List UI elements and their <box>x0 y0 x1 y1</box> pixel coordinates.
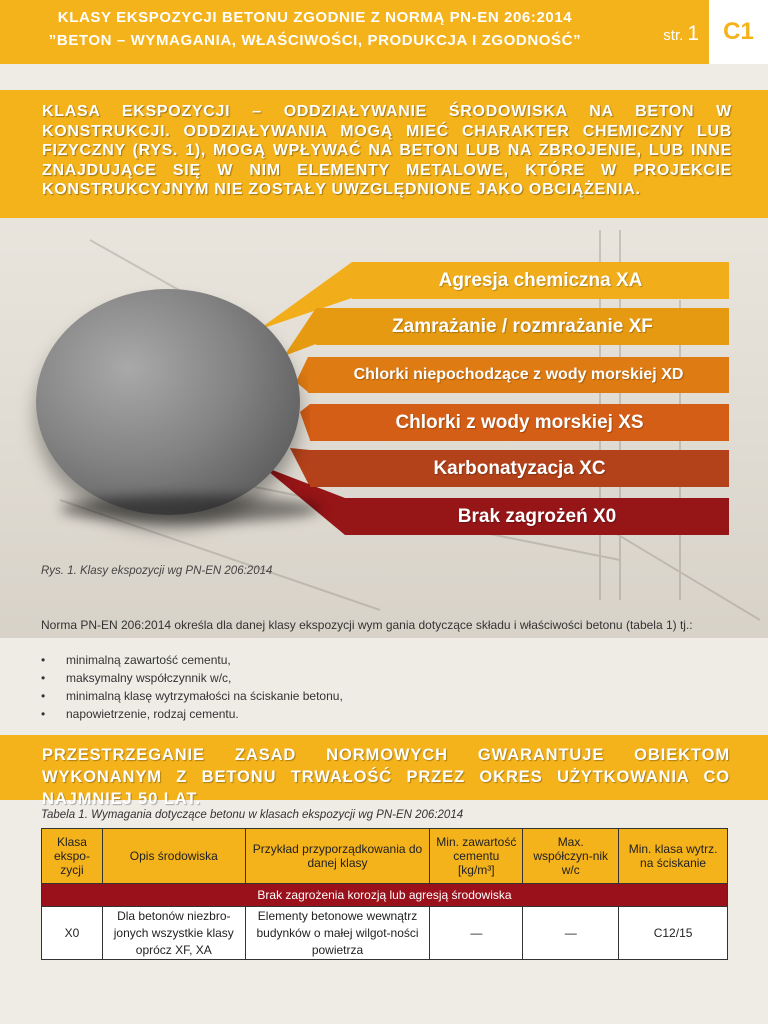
intro-band-text: KLASA EKSPOZYCJI – ODDZIAŁYWANIE ŚRODOWISKA NA BETON W KONSTRUKCJI. ODDZIAŁYWANIA MOGĄ MIEĆ CHARAKTER CHEMICZNY LUB FIZYCZNY (RYS. 1), MOGĄ WPŁYWAĆ NA BETON LUB NA ZBROJENIE, LUB INNE ZNAJDUJĄCE SIĘ W NIM ELEMENTY METALOWE, KTÓRE W PROJEKCIE KONSTRUKCYJNYM NIE ZOSTAŁY UWZGLĘDNIONE JAKO OBCIĄŻENIA. <box>42 103 732 198</box>
requirements-list <box>41 651 343 723</box>
table-header-cell: Klasa ekspo-zycji <box>42 829 103 884</box>
exposure-label-x0: Brak zagrożeń X0 <box>345 498 729 535</box>
table-section-label: Brak zagrożenia korozją lub agresją środowiska <box>42 884 728 907</box>
header-title-line2: ”BETON – WYMAGANIA, WŁAŚCIWOŚCI, PRODUKCJA I ZGODNOŚĆ” <box>48 32 582 49</box>
concrete-ball-image <box>36 289 300 515</box>
table-cell: — <box>523 907 619 960</box>
exposure-label-xa: Agresja chemiczna XA <box>352 262 729 299</box>
exposure-label-xs: Chlorki z wody morskiej XS <box>310 404 729 441</box>
table-cell: — <box>430 907 523 960</box>
figure-caption: Rys. 1. Klasy ekspozycji wg PN-EN 206:2014 <box>41 565 273 577</box>
guarantee-band <box>0 735 768 808</box>
guarantee-band-text: PRZESTRZEGANIE ZASAD NORMOWYCH GWARANTUJE OBIEKTOM WYKONANYM Z BETONU TRWAŁOŚĆ PRZEZ OKRES UŻYTKOWANIA CO NAJMNIEJ 50 LAT. <box>42 746 730 808</box>
list-item: • napowietrzenie, rodzaj cementu. <box>41 705 343 723</box>
header-title-line1: KLASY EKSPOZYCJI BETONU ZGODNIE Z NORMĄ PN-EN 206:2014 <box>57 9 573 26</box>
ball-shadow <box>60 495 320 523</box>
exposure-label-xd: Chlorki niepochodzące z wody morskiej XD <box>308 357 729 393</box>
table-cell: C12/15 <box>619 907 728 960</box>
section-code: C1 <box>709 0 768 64</box>
table-header-cell: Max. współczyn-nik w/c <box>523 829 619 884</box>
table-cell: X0 <box>42 907 103 960</box>
page-prefix: str. <box>663 27 684 44</box>
list-item: • maksymalny współczynnik w/c, <box>41 669 343 687</box>
requirements-table <box>41 828 728 960</box>
list-item: • minimalną zawartość cementu, <box>41 651 343 669</box>
header-bar <box>0 0 709 64</box>
table-header-row <box>42 829 728 884</box>
page-number: 1 <box>687 22 699 45</box>
exposure-label-xf: Zamrażanie / rozmrażanie XF <box>316 308 729 345</box>
intro-band <box>0 90 768 218</box>
table-header-cell: Opis środowiska <box>102 829 245 884</box>
exposure-label-xc: Karbonatyzacja XC <box>310 450 729 487</box>
table-cell: Elementy betonowe wewnątrz budynków o małej wilgot-ności powietrza <box>245 907 430 960</box>
table-section-row <box>42 884 728 907</box>
table-row <box>42 907 728 960</box>
table-header-cell: Min. klasa wytrz. na ściskanie <box>619 829 728 884</box>
body-intro: Norma PN-EN 206:2014 określa dla danej klasy ekspozycji wym gania dotyczące składu i właściwości betonu (tabela 1) tj.: <box>41 618 693 632</box>
table-caption: Tabela 1. Wymagania dotyczące betonu w klasach ekspozycji wg PN-EN 206:2014 <box>41 809 464 821</box>
page-indicator <box>663 22 699 46</box>
table-cell: Dla betonów niezbro-jonych wszystkie klasy oprócz XF, XA <box>102 907 245 960</box>
list-item: • minimalną klasę wytrzymałości na ściskanie betonu, <box>41 687 343 705</box>
table-header-cell: Przykład przyporządkowania do danej klasy <box>245 829 430 884</box>
table-header-cell: Min. zawartość cementu [kg/m³] <box>430 829 523 884</box>
